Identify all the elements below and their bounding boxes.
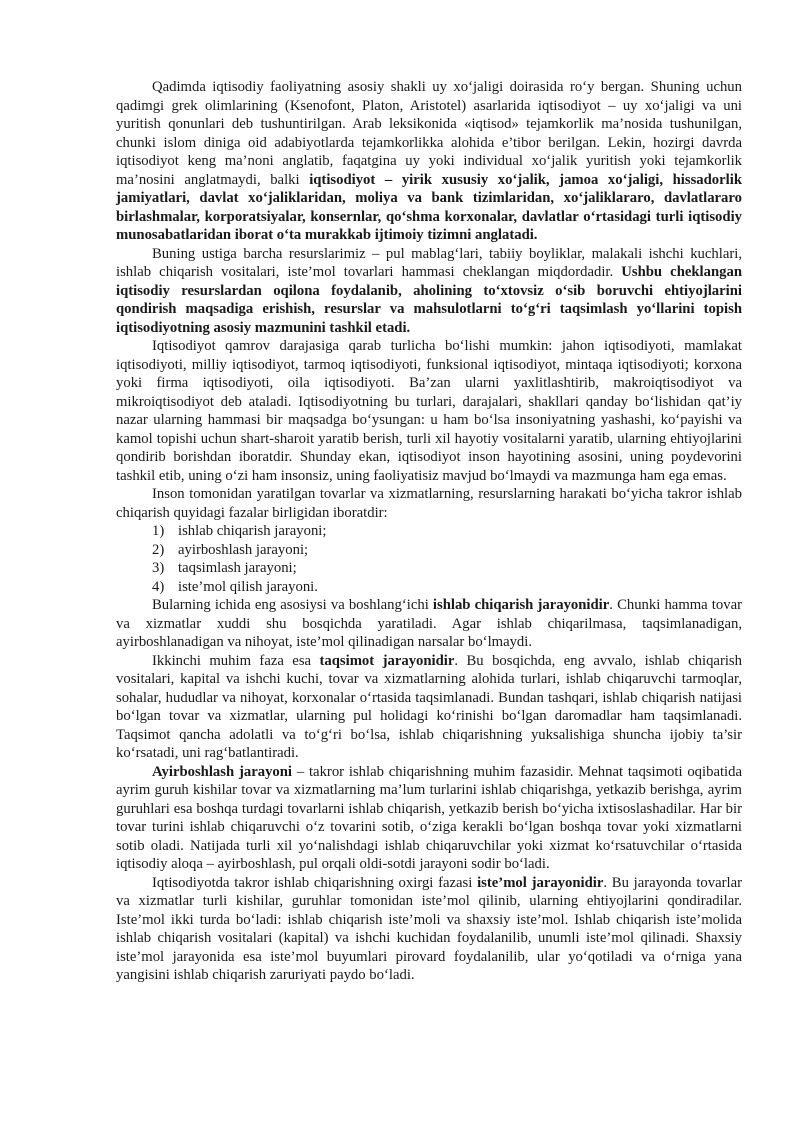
text-segment: Buning ustiga barcha resurslarimiz – pul mablag‘lari, tabiiy boyliklar, malakali ishchi kuchlari, ishlab chiqarish vositalari, iste’mol tovarlari hammasi cheklangan miqdordadir. [116,245,742,280]
bold-text-segment: iste’mol jarayonidir [477,874,604,891]
text-segment: Iqtisodiyot qamrov darajasiga qarab turlicha bo‘lishi mumkin: jahon iqtisodiyoti, mamlakat iqtisodiyoti, milliy iqtisodiyot, tarmoq iqtisodiyoti, funksional iqtisodiyot, mintaqa iqtisodiyoti; korxona yoki firma iqtisodiyoti, oila iqtisodiyoti. Ba’zan ularni yaxlitlashtirib, makroiqtisodiyot va mikroiqtisodiyot deb ataladi. Iqtisodiyotning bu turlari, darajalari, shakllari qanday bo‘lishidan qat’iy nazar ularning hammasi bir maqsadga bo‘ysungan: u ham bo‘lsa insoniyatning yashashi, ko‘payishi va kamol topishi uchun shart-sharoit yaratib berish, turli xil hayotiy vositalarni yaratib, ularning ehtiyojlarini qondirib borishdan iboratdir. Shunday ekan, iqtisodiyot inson hayotining asosini, uning poydevorini tashkil etib, uning o‘zi ham insonsiz, uning faoliyatisiz mavjud bo‘lmaydi va mazmunga ham ega emas. [116,338,742,484]
bold-text-segment: Ayirboshlash jarayoni [152,763,293,780]
bold-text-segment: ishlab chiqarish jarayonidir [432,597,610,613]
list-item-text: iste’mol qilish jarayoni. [178,578,318,595]
list-item [116,578,742,597]
text-segment: Qadimda iqtisodiy faoliyatning asosiy shakli uy xo‘jaligi doirasida ro‘y bergan. Shuning uchun qadimgi grek olimlarining (Ksenofont, Platon, Aristotel) asarlarida iqtisodiyot – uy xo‘jaligi va uni yuritish qonunlari deb tushuntirilgan. Arab leksikonida «iqtisod» tejamkorlik ma’nosida tushunilgan, chunki islom diniga oid adabiyotlarda tejamkorlikka alohida e’tibor berilgan. Lekin, hozirgi davrda iqtisodiyot keng ma’noni anglatib, faqatgina uy yoki individual xo‘jalik yuritish yoki tejamkorlik ma’nosini anglatmaydi, balki [116,79,742,188]
list-number: 3) [152,560,165,576]
text-segment: Iqtisodiyotda takror ishlab chiqarishning oxirgi fazasi [152,874,478,891]
bold-text-segment: Ushbu cheklangan iqtisodiy resurslardan oqilona foydalanib, aholining to‘xtovsiz o‘sib boruvchi ehtiyojlarini qondirish maqsadiga erishish, resurslar va mahsulotlarni to‘g‘ri taqsimlash yo‘llarini topish iqtisodiyotning asosiy mazmunini tashkil etadi. [116,264,742,336]
bold-text-segment: iqtisodiyot – yirik xususiy xo‘jalik, jamoa xo‘jaligi, hissadorlik jamiyatlari, davlat xo‘jaliklaridan, moliya va bank tizimlaridan, xo‘jaliklararo, davlatlararo birlashmalar, korporatsiyalar, konsernlar, qo‘shma korxonalar, davlatlar o‘rtasidagi turli iqtisodiy munosabatlaridan iborat o‘ta murakkab ijtimoiy tizimni anglatadi. [116,171,742,243]
paragraph [116,763,742,874]
phases-list [116,522,742,596]
text-segment: . Bu jarayonda tovarlar va xizmatlar turli kishilar, guruhlar tomonidan iste’mol qilinib, ularning ehtiyojlarini qondiradilar. Iste’mol ikki turda bo‘ladi: ishlab chiqarish iste’moli va shaxsiy iste’mol. Ishlab chiqarish iste’molida ishlab chiqarish vositalari (kapital) va ishchi kuchidan foydalanilib, unumli iste’mol qilinadi. Shaxsiy iste’mol jarayonida esa iste’mol buyumlari pirovard foydalanilib, ular yo‘qotiladi va o‘rniga yana yangisini ishlab chiqarish zaruriyati paydo bo‘ladi. [116,874,742,983]
paragraph [116,78,742,245]
text-segment: Bularning ichida eng asosiysi va boshlang‘ichi [152,597,433,613]
list-item-text: ayirboshlash jarayoni; [178,541,309,558]
paragraph [116,874,742,985]
text-segment: Inson tomonidan yaratilgan tovarlar va xizmatlarning, resurslarning harakati bo‘yicha takror ishlab chiqarish quyidagi fazalar birligidan iboratdir: [116,486,742,521]
paragraph [116,337,742,485]
paragraph [116,485,742,522]
list-number: 2) [152,541,165,558]
text-segment: Ikkinchi muhim faza esa [152,652,320,669]
paragraph [116,245,742,338]
bold-text-segment: taqsimot jarayonidir [319,652,455,669]
list-number: 4) [152,578,165,595]
list-item [116,559,742,578]
list-item [116,541,742,560]
text-segment: . Chunki hamma tovar va xizmatlar xuddi shu bosqichda yaratiladi. Agar ishlab chiqarilmasa, taqsimlanadigan, ayirboshlanadigan va nihoyat, iste’mol qilinadigan narsalar bo‘lmaydi. [116,597,742,650]
list-item [116,522,742,541]
paragraph [116,652,742,763]
list-item-text: ishlab chiqarish jarayoni; [178,523,327,539]
paragraph [116,596,742,652]
text-segment: . Bu bosqichda, eng avvalo, ishlab chiqarish vositalari, kapital va ishchi kuchi, tovar va xizmatlarning alohida turlari, ishlab chiqaruvchi tarmoqlar, sohalar, hududlar va nihoyat, korxonalar o‘rtasida taqsimlanadi. Bundan tashqari, ishlab chiqarish natijasi bo‘lgan tovar va xizmatlar, ularning pul holidagi ko‘rinishi bo‘lgan daromadlar ham taqsimlanadi. Taqsimot qancha adolatli va to‘g‘ri bo‘lsa, ishlab chiqarishning yuksalishiga shuncha ijobiy ta’sir ko‘rsatadi, uni rag‘batlantiradi. [116,652,742,761]
list-item-text: taqsimlash jarayoni; [178,560,297,576]
text-segment: – takror ishlab chiqarishning muhim fazasidir. Mehnat taqsimoti oqibatida ayrim guruh kishilar tovar va xizmatlarning ma’lum turlarini ishlab chiqarishga, yetkazib berishga, ayrim guruhlari esa boshqa turdagi tovarlarni ishlab chiqarish, yetkazib berish bo‘yicha ixtisoslashadilar. Har bir tovar turini ishlab chiqaruvchi o‘z tovarini sotib, o‘ziga kerakli bo‘lgan boshqa tovar yoki xizmatlarni sotib oladi. Natijada turli xil yo‘nalishdagi ishlab chiqaruvchilar yoki xizmat ko‘rsatuvchilar o‘rtasida iqtisodiy aloqa – ayirboshlash, pul orqali oldi-sotdi jarayoni sodir bo‘ladi. [116,763,742,872]
list-number: 1) [152,523,165,539]
